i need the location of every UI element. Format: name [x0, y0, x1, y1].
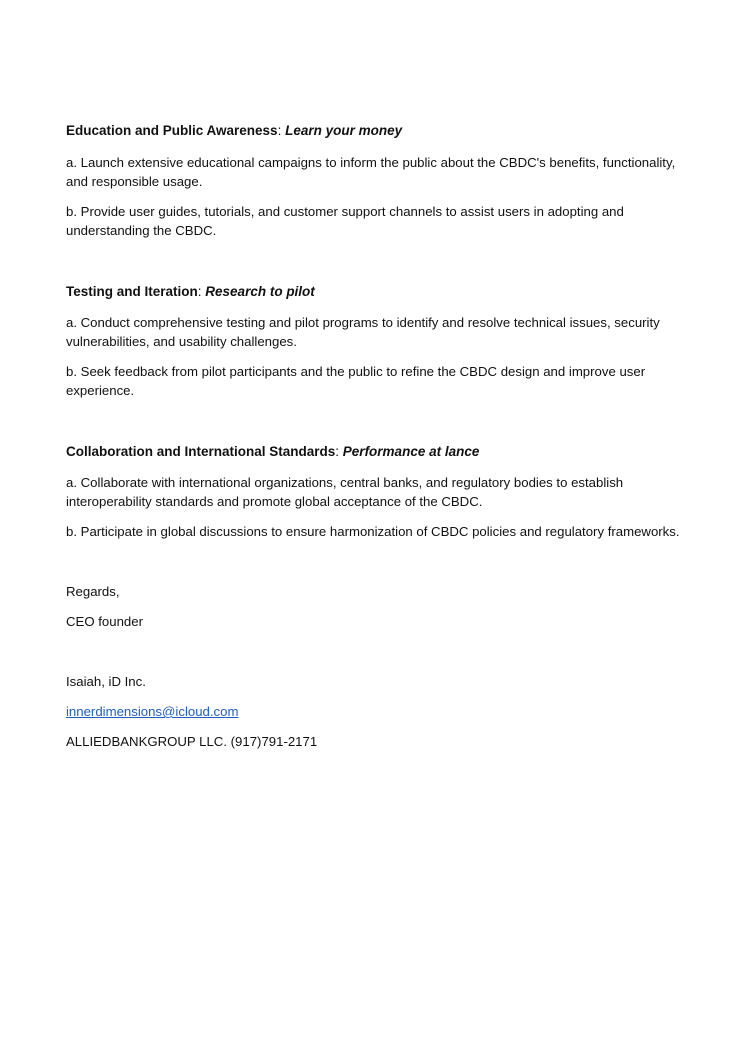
- section-title: Collaboration and International Standards: [66, 444, 336, 459]
- section-subtitle: Research to pilot: [205, 284, 315, 299]
- closing-role: CEO founder: [66, 614, 143, 629]
- paragraph-item-b: b. Provide user guides, tutorials, and customer support channels to assist users in adopting and understanding the CBDC.: [66, 204, 624, 238]
- section-subtitle: Learn your money: [285, 123, 403, 138]
- heading-separator: :: [197, 284, 206, 299]
- paragraph-item-b: b. Participate in global discussions to ensure harmonization of CBDC policies and regulatory frameworks.: [66, 524, 680, 539]
- company-phone-line: ALLIEDBANKGROUP LLC. (917)791-2171: [66, 734, 318, 749]
- signature-name: Isaiah, iD Inc.: [66, 674, 146, 689]
- email-line: [66, 702, 238, 721]
- heading-separator: :: [277, 123, 286, 138]
- paragraph-item-a: a. Launch extensive educational campaigns to inform the public about the CBDC's benefits, functionality, and responsible usage.: [66, 155, 676, 189]
- closing-regards: Regards,: [66, 584, 120, 599]
- section-subtitle: Performance at lance: [342, 444, 480, 459]
- section-heading-collaboration: [66, 443, 479, 461]
- section-title: Education and Public Awareness: [66, 123, 278, 138]
- paragraph-item-a: a. Conduct comprehensive testing and pilot programs to identify and resolve technical issues, security vulnerabilities, and usability challenges.: [66, 315, 660, 349]
- email-link[interactable]: innerdimensions@icloud.com: [66, 704, 239, 719]
- section-heading-testing: [66, 283, 315, 301]
- paragraph-item-b: b. Seek feedback from pilot participants and the public to refine the CBDC design and improve user experience.: [66, 364, 646, 398]
- section-title: Testing and Iteration: [66, 284, 198, 299]
- section-heading-education: [66, 122, 402, 140]
- heading-separator: :: [335, 444, 343, 459]
- paragraph-item-a: a. Collaborate with international organizations, central banks, and regulatory bodies to establish interoperability standards and promote global acceptance of the CBDC.: [66, 475, 624, 509]
